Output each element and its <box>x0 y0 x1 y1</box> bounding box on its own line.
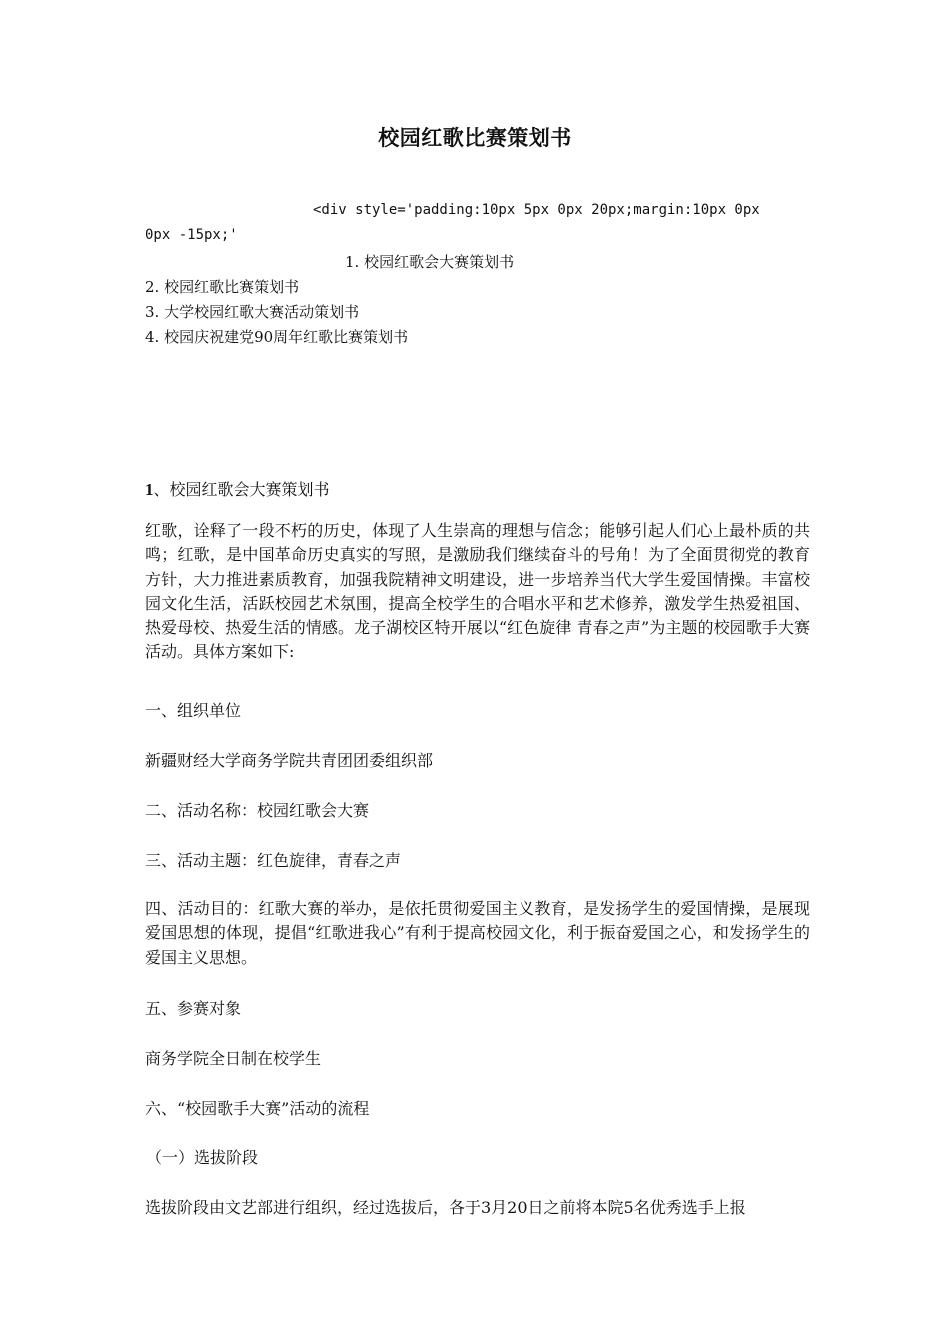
code-line-2: 0px -15px;' <box>145 227 238 243</box>
toc-item-4: 4. 校园庆祝建党90周年红歌比赛策划书 <box>145 328 409 346</box>
purpose-paragraph: 四、活动目的：红歌大赛的举办，是依托贯彻爱国主义教育，是发扬学生的爱国情操，是展现爱国思想的体现，提倡“红歌进我心”有利于提高校园文化，利于振奋爱国之心，和发扬学生的爱国主义思想。 <box>145 899 810 967</box>
target-text: 商务学院全日制在校学生 <box>145 1049 322 1068</box>
activity-name: 二、活动名称：校园红歌会大赛 <box>145 801 370 820</box>
section-heading <box>145 477 330 500</box>
org-text: 新疆财经大学商务学院共青团团委组织部 <box>145 751 434 770</box>
toc-item-3: 3. 大学校园红歌大赛活动策划书 <box>145 303 360 321</box>
section-number: 1 <box>145 480 154 499</box>
target-heading: 五、参赛对象 <box>145 999 242 1018</box>
intro-paragraph: 红歌，诠释了一段不朽的历史，体现了人生崇高的理想与信念；能够引起人们心上最朴质的共鸣；红歌，是中国革命历史真实的写照，是激励我们继续奋斗的号角！为了全面贯彻党的教育方针，大力推进素质教育，加强我院精神文明建设，进一步培养当代大学生爱国情操。丰富校园文化生活，活跃校园艺术氛围，提高全校学生的合唱水平和艺术修养，激发学生热爱祖国、热爱母校、热爱生活的情感。龙子湖校区特开展以“红色旋律 青春之声”为主题的校园歌手大赛活动。具体方案如下: <box>145 521 810 662</box>
flow-heading: 六、“校园歌手大赛”活动的流程 <box>145 1099 370 1118</box>
stage-text: 选拔阶段由文艺部进行组织，经过选拔后，各于3月20日之前将本院5名优秀选手上报 <box>145 1198 746 1217</box>
toc-item-2: 2. 校园红歌比赛策划书 <box>145 278 300 296</box>
code-line-1: <div style='padding:10px 5px 0px 20px;margin:10px 0px <box>313 202 760 218</box>
activity-theme: 三、活动主题：红色旋律，青春之声 <box>145 851 402 870</box>
document-title: 校园红歌比赛策划书 <box>378 125 572 150</box>
org-heading: 一、组织单位 <box>145 701 242 720</box>
toc-item-1: 1. 校园红歌会大赛策划书 <box>345 253 515 271</box>
stage-heading: （一）选拔阶段 <box>146 1148 259 1167</box>
section-heading-text: 、校园红歌会大赛策划书 <box>153 480 330 499</box>
